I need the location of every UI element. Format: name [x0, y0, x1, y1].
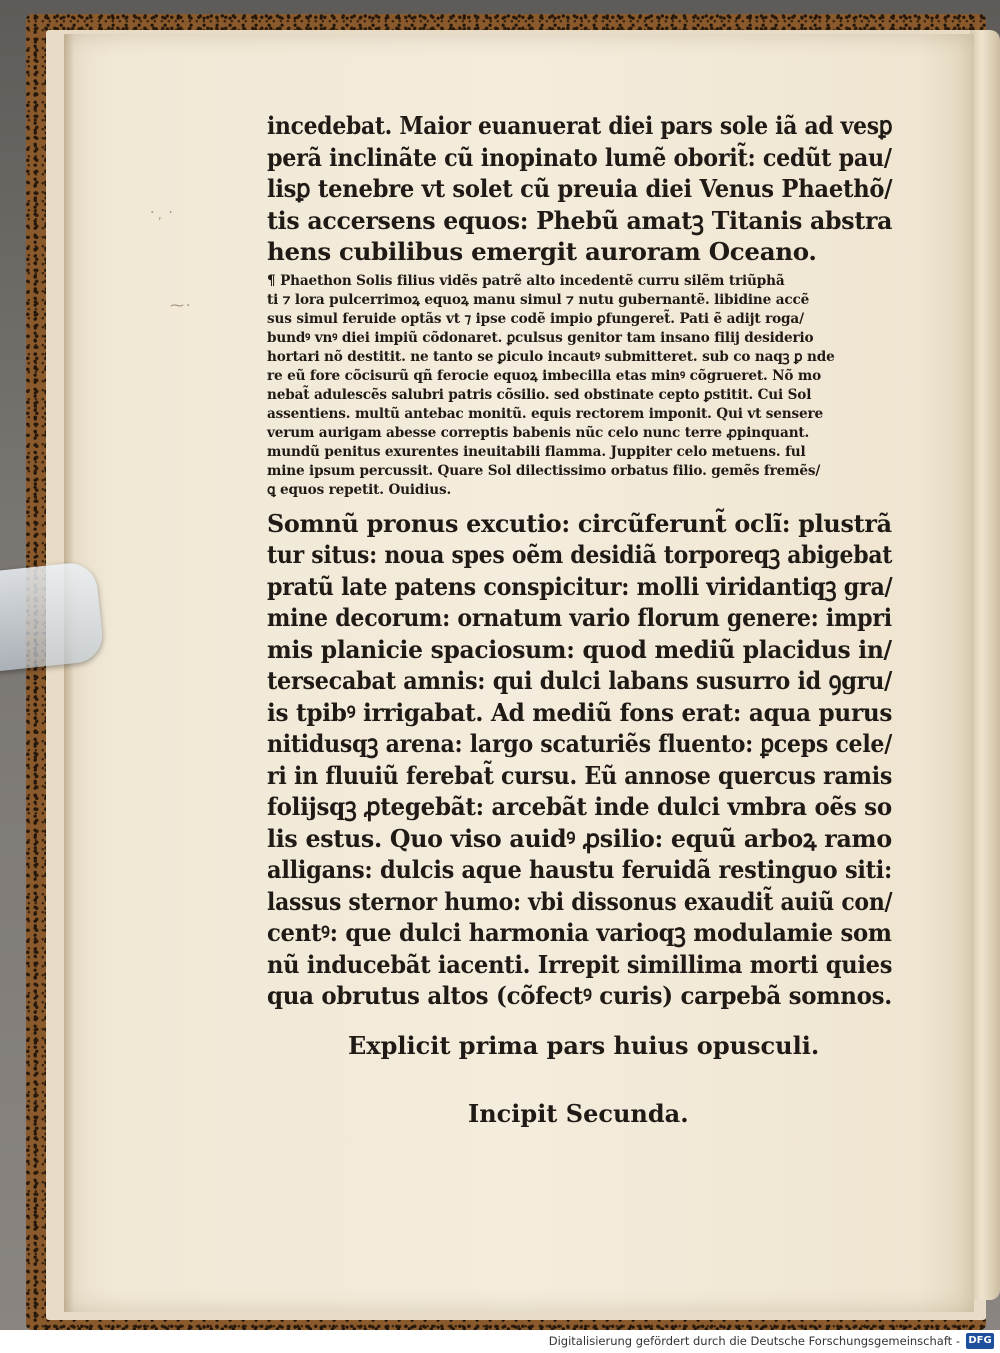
- text-line: ri in fluuiũ ferebat̃ cursu. Eũ annose quercus ramis: [267, 760, 893, 790]
- text-line: tersecabat amnis: qui dulci labans susurro id ꝯgru/: [267, 666, 892, 695]
- text-line: tur situs: noua spes oẽm desidiã torporeqꝫ abigebat: [267, 540, 893, 569]
- page-gutter: [64, 34, 74, 1312]
- commentary-line: ¶ Phaethon Solis filius vidẽs patrẽ alto incedentẽ curru silẽm triũphã: [267, 272, 785, 289]
- commentary-line: mine ipsum percussit. Quare Sol dilectissimo orbatus filio. gemẽs fremẽs/: [267, 462, 821, 479]
- main-text-bottom: [267, 508, 892, 1012]
- text-line: tis accersens equos: Phebũ amatꝫ Titanis abstra: [267, 205, 893, 235]
- explicit-line: Explicit prima pars huius opusculi.: [348, 1031, 820, 1060]
- text-line: lis estus. Quo viso auidꝰ ꝓsilio: equũ arboꝝ ramo: [267, 823, 892, 853]
- commentary-line: re eũ fore cõcisurũ qñ ferocie equoꝝ imbecilla etas minꝰ cõgrueret. Nõ mo: [267, 367, 822, 384]
- margin-mark: · ᷊ ·: [150, 205, 175, 221]
- commentary-line: mundũ penitus exurentes ineuitabili flamma. Juppiter celo metuens. ful: [267, 443, 806, 460]
- page-clip: [0, 561, 105, 672]
- text-line: nũ inducebãt iacenti. Irrepit simillima morti quies: [267, 949, 893, 979]
- text-line: centꝰ: que dulci harmonia varioqꝫ modulamie som: [267, 918, 892, 947]
- incipit-line: Incipit Secunda.: [468, 1099, 689, 1128]
- text-line: perã inclinãte cũ inopinato lumẽ oborit̃: cedũt pau/: [267, 142, 892, 172]
- text-line: hens cubilibus emergit auroram Oceano.: [267, 237, 817, 266]
- commentary-block: [267, 272, 892, 500]
- text-line: pratũ late patens conspicitur: molli viridantiqꝫ gra/: [267, 571, 893, 601]
- text-line: Somnũ pronus excutio: circũferunt̃ oclĩ: plustrã: [267, 508, 892, 538]
- commentary-line: ꝗ equos repetit. Ouidius.: [267, 481, 452, 498]
- main-text-top: [267, 110, 892, 268]
- commentary-line: sus simul feruide optãs vt ⁊ ipse codẽ impio ꝑfungeret̃. Pati ẽ adijt roga/: [267, 310, 804, 327]
- text-line: mis planicie spaciosum: quod mediũ placidus in/: [267, 634, 892, 664]
- commentary-line: verum aurigam abesse correptis babenis nũc celo nunc terre ꝓpinquant.: [267, 424, 810, 441]
- footer-bar: [0, 1330, 1000, 1353]
- funding-note: Digitalisierung gefördert durch die Deutsche Forschungsgemeinschaft -: [548, 1334, 960, 1348]
- page-edge: [970, 30, 1000, 1300]
- commentary-line: assentiens. multũ antebac monitũ. equis rectorem imponit. Qui vt sensere: [267, 405, 824, 422]
- text-line: folijsqꝫ ꝓtegebãt: arcebãt inde dulci vmbra oẽs so: [267, 792, 892, 821]
- margin-mark: ⁓·: [170, 298, 193, 314]
- text-line: lassus sternor humo: vbi dissonus exaudit̃ auiũ con/: [267, 886, 893, 916]
- text-line: mine decorum: ornatum vario florum genere: impri: [267, 603, 892, 632]
- page-text: [267, 110, 892, 1012]
- commentary-line: nebat̃ adulescẽs salubri patris cõsilio. sed obstinate cepto ꝑstitit. Cui Sol: [267, 386, 812, 403]
- text-line: is tpibꝰ irrigabat. Ad mediũ fons erat: aqua purus: [267, 697, 893, 727]
- text-line: qua obrutus altos (cõfectꝰ curis) carpebã somnos.: [267, 981, 892, 1010]
- text-line: incedebat. Maior euanuerat diei pars sole iã ad vesꝑ: [267, 111, 893, 140]
- commentary-line: bundꝰ vnꝰ diei impiũ cõdonaret. ꝑculsus genitor tam insano filij desiderio: [267, 329, 814, 346]
- text-line: lisꝑ tenebre vt solet cũ preuia diei Venus Phaethõ/: [267, 174, 893, 203]
- text-line: alligans: dulcis aque haustu feruidã restinguo siti:: [267, 855, 893, 884]
- dfg-logo: DFG: [966, 1333, 994, 1349]
- commentary-line: ti ⁊ lora pulcerrimoꝝ equoꝝ manu simul ⁊ nutu gubernantẽ. libidine accẽ: [267, 291, 810, 308]
- text-line: nitidusqꝫ arena: largo scaturiẽs fluento: ꝑceps cele/: [267, 729, 892, 758]
- commentary-line: hortari nõ destitit. ne tanto se ꝑiculo incautꝰ submitteret. sub co naqꝫ ꝑ nde: [267, 348, 835, 365]
